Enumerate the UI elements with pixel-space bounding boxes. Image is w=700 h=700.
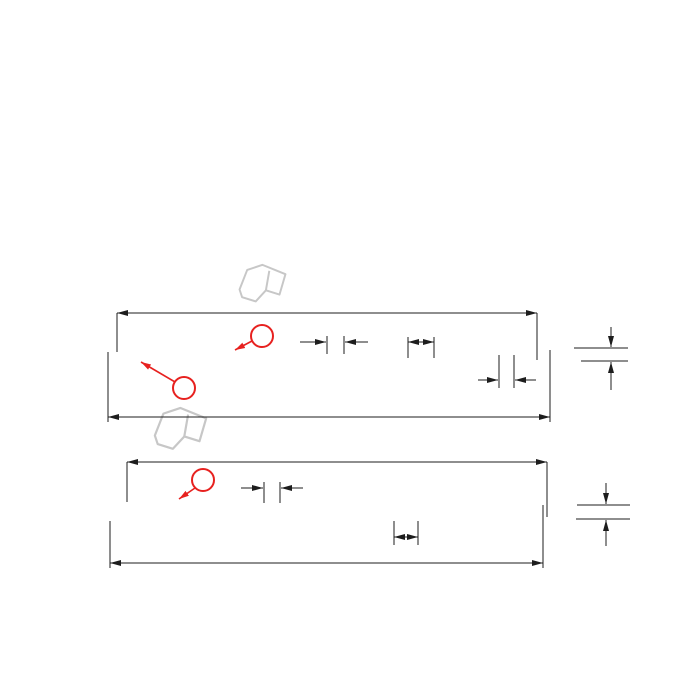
dim-overall-width: [110, 505, 543, 568]
dim-rib-top-width: [300, 336, 368, 354]
dim-overall-width: [108, 350, 550, 422]
callout-side-a: [141, 362, 195, 399]
callout-side-b: [235, 325, 273, 350]
dim-rib-bottom-width: [478, 355, 536, 388]
dim-rib-top-width: [241, 482, 303, 503]
dim-module-width: [127, 462, 547, 517]
profile-view-bottom: [110, 462, 630, 568]
brand-logo-icon: [240, 265, 286, 302]
dim-height: [576, 483, 630, 546]
callout-side-r: [179, 469, 214, 499]
profile-view-top: [108, 313, 628, 422]
dim-rib-spacing: [394, 521, 418, 545]
watermark-lower: [155, 408, 206, 449]
brand-logo-icon: [155, 408, 206, 449]
dim-height: [574, 327, 628, 390]
watermark-upper: [240, 265, 286, 302]
dim-rib-spacing: [408, 337, 434, 358]
